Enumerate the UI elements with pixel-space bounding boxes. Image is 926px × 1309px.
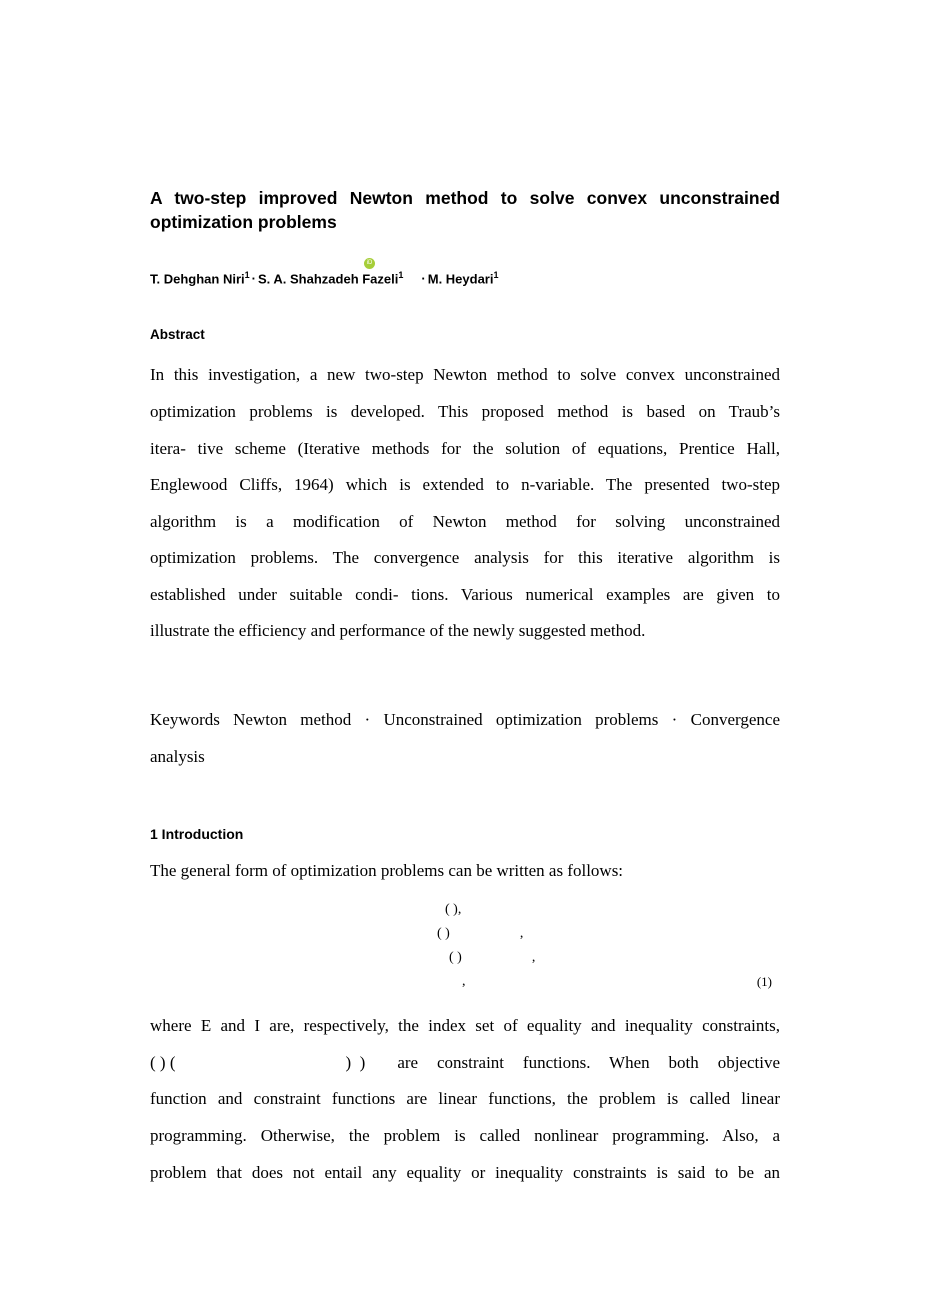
body-line-with-math — [150, 1045, 780, 1082]
abstract-line: itera- tive scheme (Iterative methods for the solution of equations, Prentice Hall, — [150, 438, 780, 458]
equation-comma: , — [462, 974, 466, 990]
body-line: function and constraint functions are linear functions, the problem is called linear — [150, 1089, 780, 1109]
equation-line: ( ) , — [449, 950, 536, 966]
author-separator-1: · — [251, 271, 256, 287]
keywords-line: Keywords Newton method · Unconstrained optimization problems · Convergence — [150, 710, 780, 730]
intro-lead-text: The general form of optimization problems can be written as follows: — [150, 861, 624, 881]
inline-math-fragment: ( ) ( ) ) — [150, 1052, 366, 1072]
paper-header — [150, 186, 780, 287]
abstract-line: In this investigation, a new two-step Newton method to solve convex unconstrained — [150, 365, 780, 385]
equation-line: ( ), — [445, 902, 462, 918]
abstract-line: optimization problems. The convergence analysis for this iterative algorithm is — [150, 548, 780, 568]
abstract-line: established under suitable condi- tions. Various numerical examples are given to — [150, 584, 780, 604]
author-affiliation-sup-2: 1 — [398, 270, 404, 280]
equation-line: ( ) , — [437, 926, 524, 942]
paper-title-line-2: optimization problems — [150, 212, 337, 232]
keywords-line: analysis — [150, 746, 205, 766]
paper-title-line-1: A two-step improved Newton method to solve convex unconstrained — [150, 188, 780, 208]
orcid-icon[interactable]: iD — [364, 258, 375, 269]
abstract-line: Englewood Cliffs, 1964) which is extended to n-variable. The presented two-step — [150, 475, 780, 495]
abstract-text — [150, 357, 780, 650]
author-name-1: T. Dehghan Niri — [150, 271, 245, 287]
author-name-2: S. A. Shahzadeh Fazeli — [257, 271, 399, 287]
equation-number: (1) — [756, 974, 772, 990]
author-line — [150, 260, 780, 287]
keywords-block — [150, 702, 780, 775]
author-separator-2: · — [421, 271, 426, 287]
author-affiliation-sup-1: 1 — [244, 270, 250, 280]
abstract-section — [150, 326, 780, 650]
section-heading-introduction: 1 Introduction — [150, 826, 244, 843]
abstract-line: optimization problems is developed. This proposed method is based on Traub’s — [150, 401, 780, 421]
paper-title — [150, 186, 780, 234]
author-name-3: M. Heydari — [427, 271, 494, 287]
body-line: where E and I are, respectively, the index set of equality and inequality constraints, — [150, 1016, 780, 1036]
abstract-line: illustrate the efficiency and performance of the newly suggested method. — [150, 621, 646, 641]
introduction-section — [150, 825, 780, 1191]
body-line: problem that does not entail any equality or inequality constraints is said to be an — [150, 1162, 780, 1182]
body-line: programming. Otherwise, the problem is called nonlinear programming. Also, a — [150, 1126, 780, 1146]
body-line-text: are constraint functions. When both objective — [397, 1052, 780, 1072]
author-affiliation-sup-3: 1 — [493, 270, 499, 280]
equation-block — [150, 898, 780, 994]
abstract-line: algorithm is a modification of Newton method for solving unconstrained — [150, 511, 780, 531]
intro-paragraph — [150, 1008, 780, 1191]
equation-line — [150, 970, 780, 994]
abstract-heading: Abstract — [150, 327, 205, 343]
